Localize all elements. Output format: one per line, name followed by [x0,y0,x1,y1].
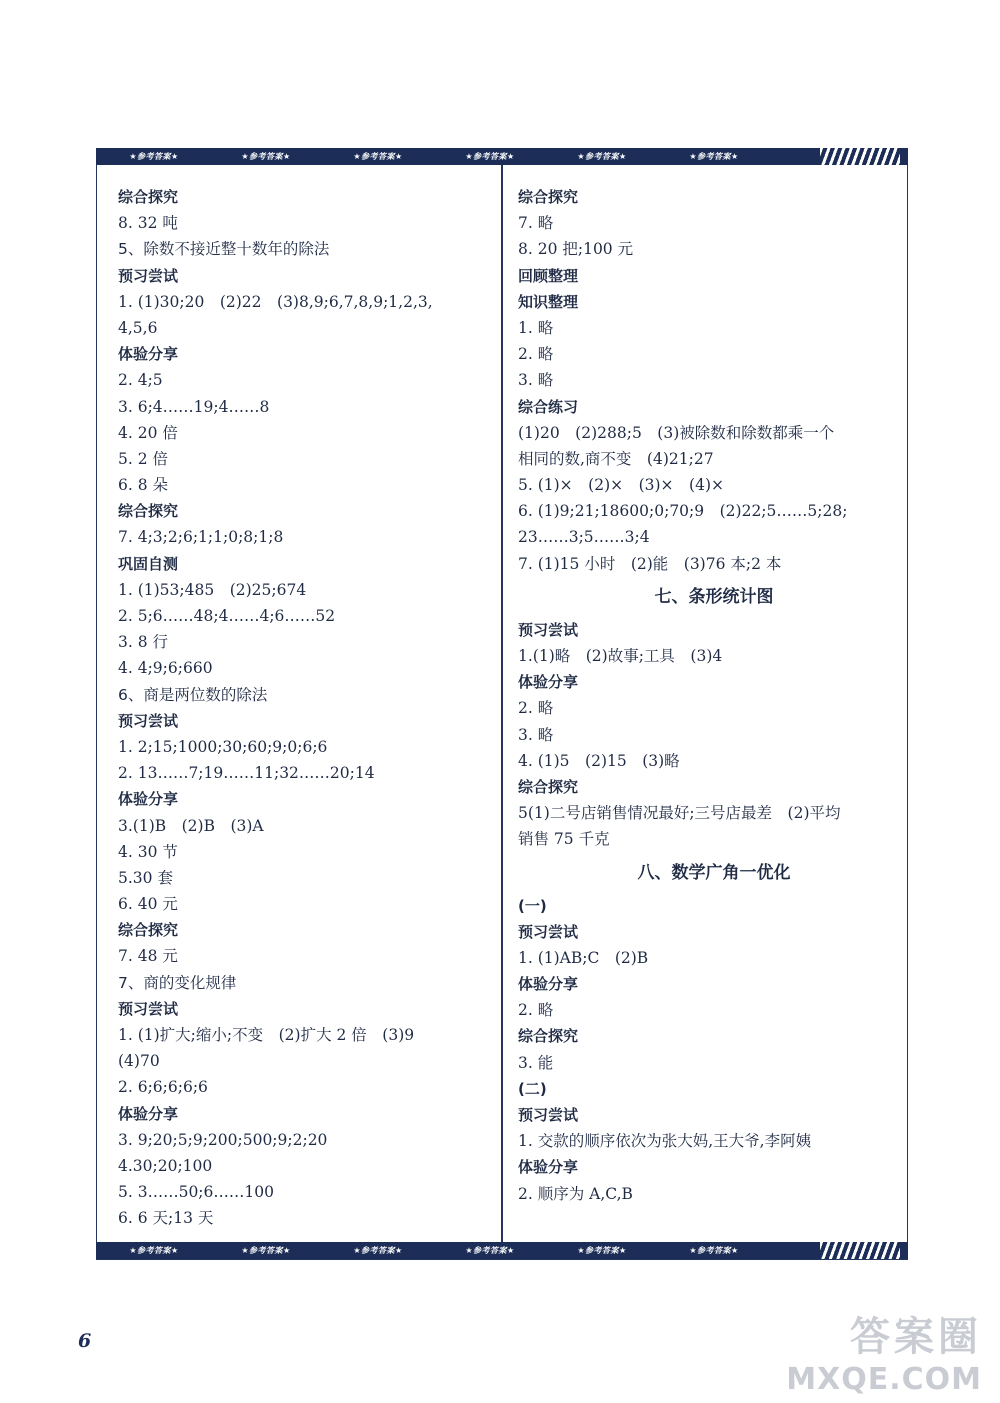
lesson-title: 7、商的变化规律 [118,973,237,992]
watermark-url: MXQE.COM [786,1362,982,1397]
section-heading: 预习尝试 [518,620,579,639]
header-tag: ★参考答案★ [241,152,291,161]
column-divider [501,165,503,1242]
chapter-title: 七、条形统计图 [654,586,774,607]
page-number: 6 [78,1330,92,1352]
header-band [96,148,908,165]
section-heading: (一) [518,896,547,915]
lesson-title: 6、商是两位数的除法 [118,685,268,704]
answer-line: 8. 32 吨 [118,214,178,233]
answer-line: 7. 略 [518,214,554,233]
answer-line: 4,5,6 [118,318,158,337]
answer-line: 7. 4;3;2;6;1;1;0;8;1;8 [118,528,284,547]
answer-line: 4.30;20;100 [118,1156,213,1175]
section-heading: 预习尝试 [118,266,179,285]
section-heading: 体验分享 [518,975,579,994]
section-heading: 预习尝试 [518,1106,579,1124]
answer-line: 1. (1)53;485 (2)25;674 [118,580,307,599]
answer-line: 2. 略 [518,345,554,364]
answer-line: 3. 6;4……19;4……8 [118,397,270,416]
section-heading: 预习尝试 [518,922,579,941]
section-heading: 综合探究 [118,188,179,206]
answer-line: 23……3;5……3;4 [518,528,650,547]
answer-line: 2. 13……7;19……11;32……20;14 [118,764,375,783]
header-tag: ★参考答案★ [129,152,179,161]
answer-line: 4. 20 倍 [118,423,178,442]
footer-tag: ★参考答案★ [465,1246,515,1255]
answer-line: 5. 2 倍 [118,449,169,468]
section-heading: 体验分享 [118,345,179,364]
answer-line: 5(1)二号店销售情况最好;三号店最差 (2)平均 [518,804,841,823]
answer-line: 6. 8 朵 [118,476,169,495]
section-heading: 体验分享 [518,673,579,692]
answer-line: 7. 48 元 [118,947,178,966]
header-tag: ★参考答案★ [353,152,403,161]
footer-tag: ★参考答案★ [577,1246,627,1255]
answer-line: 6. 6 天;13 天 [118,1209,214,1228]
answer-line: 1. (1)扩大;缩小;不变 (2)扩大 2 倍 (3)9 [118,1026,415,1044]
answer-line: 1. 交款的顺序依次为张大妈,王大爷,李阿姨 [518,1132,812,1151]
answer-line: (4)70 [118,1052,160,1071]
answer-line: 3. 能 [518,1053,554,1072]
answer-line: 4. (1)5 (2)15 (3)略 [518,751,680,770]
answer-line: 3. 8 行 [118,633,169,652]
right-column [518,184,890,1207]
answer-line: 2. 6;6;6;6;6 [118,1078,208,1097]
stripe-decoration [820,1242,900,1259]
answer-line: 2. 顺序为 A,C,B [518,1184,633,1203]
footer-tag: ★参考答案★ [129,1246,179,1255]
section-heading: 综合探究 [118,502,179,521]
answer-line: 7. (1)15 小时 (2)能 (3)76 本;2 本 [518,554,782,573]
answer-line: 5. (1)× (2)× (3)× (4)× [518,476,724,495]
left-column [118,184,490,1232]
section-heading: 综合探究 [118,921,179,940]
answer-line: 3. 9;20;5;9;200;500;9;2;20 [118,1130,328,1149]
answer-line: 1. 2;15;1000;30;60;9;0;6;6 [118,737,328,756]
section-heading: 综合练习 [518,397,579,416]
section-heading: 体验分享 [518,1158,579,1177]
answer-line: 1. (1)30;20 (2)22 (3)8,9;6,7,8,9;1,2,3, [118,292,433,311]
section-heading: 预习尝试 [118,711,179,730]
watermark-text: 答案圈 [850,1314,982,1360]
header-tag: ★参考答案★ [577,152,627,161]
section-heading: 综合探究 [518,1027,579,1046]
answer-line: 1.(1)略 (2)故事;工具 (3)4 [518,647,723,665]
section-heading: 巩固自测 [118,554,179,573]
section-heading: 回顾整理 [518,266,579,285]
answer-line: 3. 略 [518,725,554,744]
section-heading: (二) [518,1079,547,1098]
answer-line: 1. (1)AB;C (2)B [518,948,649,967]
answer-line: 5. 3……50;6……100 [118,1183,274,1202]
answer-line: 6. (1)9;21;18600;0;70;9 (2)22;5……5;28; [518,502,848,521]
answer-line: 销售 75 千克 [518,830,610,849]
answer-line: 6. 40 元 [118,895,178,914]
footer-tag: ★参考答案★ [689,1246,739,1255]
section-heading: 体验分享 [118,790,179,809]
answer-line: 2. 略 [518,1001,554,1020]
answer-line: 1. 略 [518,318,554,337]
header-tag: ★参考答案★ [465,152,515,161]
footer-tag: ★参考答案★ [241,1246,291,1255]
header-tag: ★参考答案★ [689,152,739,161]
watermark-logo [786,1305,982,1397]
answer-line: 3.(1)B (2)B (3)A [118,816,264,835]
answer-line: 2. 5;6……48;4……4;6……52 [118,607,336,625]
answer-line: 8. 20 把;100 元 [518,240,634,259]
footer-band [96,1242,908,1259]
section-heading: 综合探究 [518,777,579,796]
footer-tag: ★参考答案★ [353,1246,403,1255]
answer-line: 2. 4;5 [118,371,163,390]
answer-line: 5.30 套 [118,868,173,887]
section-heading: 体验分享 [118,1104,179,1123]
answer-line: 4. 30 节 [118,842,178,861]
answer-line: (1)20 (2)288;5 (3)被除数和除数都乘一个 [518,423,835,442]
section-heading: 预习尝试 [118,999,179,1018]
section-heading: 综合探究 [518,188,579,206]
section-heading: 知识整理 [518,292,579,311]
answer-line: 相同的数,商不变 (4)21;27 [518,449,714,468]
answer-line: 4. 4;9;6;660 [118,659,213,678]
chapter-title: 八、数学广角一优化 [637,862,791,883]
answer-line: 2. 略 [518,699,554,718]
lesson-title: 5、除数不接近整十数年的除法 [118,240,330,259]
answer-line: 3. 略 [518,371,554,390]
stripe-decoration [820,148,900,165]
